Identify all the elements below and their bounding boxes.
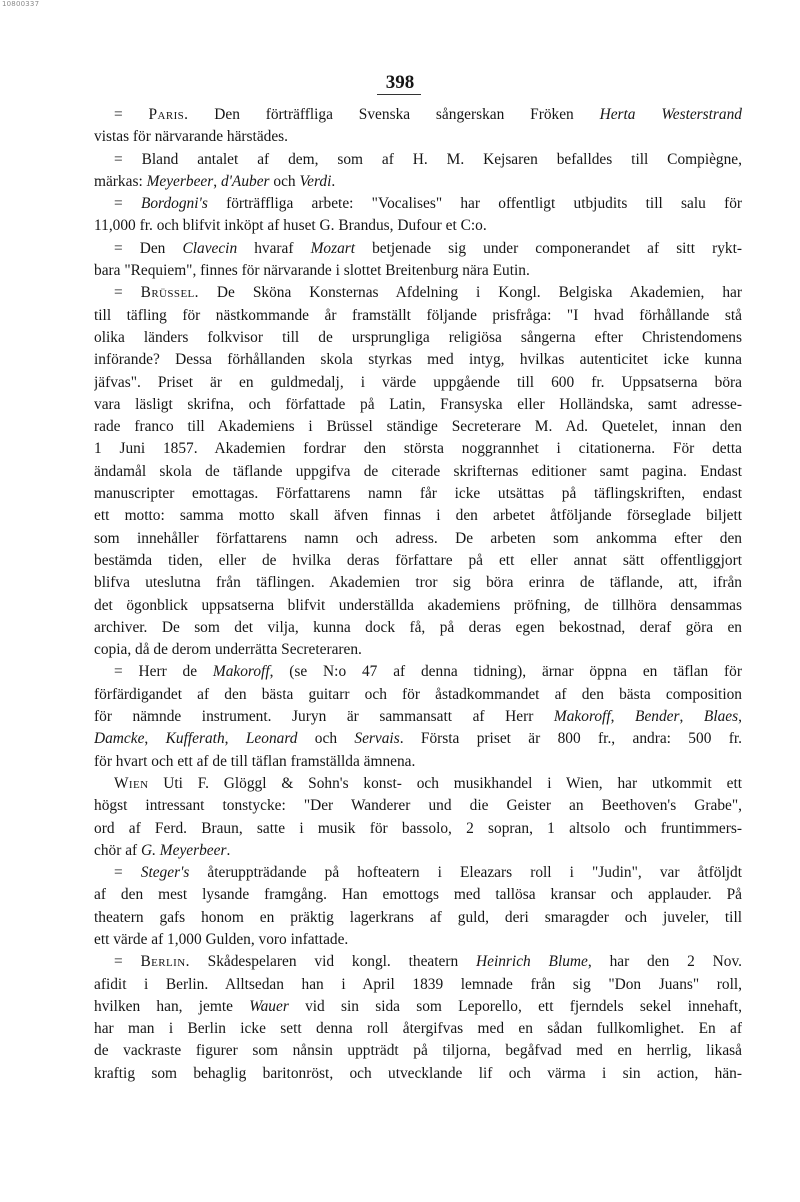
italic-name: Makoroff xyxy=(553,708,611,726)
italic-name: Kufferath xyxy=(165,730,225,748)
text-line xyxy=(94,728,742,750)
text-run: , xyxy=(144,730,166,748)
text-line xyxy=(94,305,742,327)
text-line xyxy=(94,260,742,282)
text-run: för nämnde instrument. Juryn är sammansatt af Herr xyxy=(94,708,554,726)
text-run: afidit i Berlin. Alltsedan han i April 1839 lemnade från sig "Don Juans" roll, xyxy=(94,975,742,993)
text-line xyxy=(94,1040,742,1062)
italic-name: Herta Westerstrand xyxy=(599,106,742,123)
text-run: blifva uteslutna från täflingen. Akademien tror sig böra erinra de täflande, att, ifrån xyxy=(94,574,742,592)
text-run: för hvart och ett af de till täflan framställda ämnena. xyxy=(94,752,416,770)
text-run: = Bland antalet af dem, som af H. M. Kejsaren befalldes till Compiègne, xyxy=(114,150,742,168)
italic-name: Verdi xyxy=(299,172,332,190)
text-line xyxy=(94,617,742,639)
text-run: 1 Juni 1857. Akademien fordrar den största noggrannhet i citationerna. För detta xyxy=(94,440,742,458)
text-run: införande? Dessa förhållanden skola styrkas med intyg, hvilkas autenticitet icke kunna xyxy=(94,351,742,369)
text-line xyxy=(94,951,742,973)
text-run: copia, då de derom underrätta Secreteraren. xyxy=(94,641,362,659)
text-run: ord af Ferd. Braun, satte i musik för bassolo, 2 sopran, 1 altsolo och fruntimmers- xyxy=(94,819,742,837)
text-run: . Första priset är 800 fr., andra: 500 fr. xyxy=(399,730,742,748)
text-line xyxy=(94,595,742,617)
italic-name: Meyerbeer xyxy=(146,172,214,190)
text-run: rade franco till Akademiens i Brüssel ständige Secreterare M. Ad. Quetelet, innan den xyxy=(94,418,742,436)
text-line xyxy=(94,684,742,706)
text-run: har man i Berlin icke sett denna roll återgifvas med en sådan fullkomlighet. En af xyxy=(94,1020,742,1038)
italic-name: Makoroff xyxy=(212,663,270,681)
text-line xyxy=(94,907,742,929)
text-line xyxy=(94,929,742,951)
text-line xyxy=(94,639,742,661)
text-run: Paris. xyxy=(148,106,189,123)
text-run: archiver. De som det vilja, kunna dock få, på deras egen bekostnad, deraf göra en xyxy=(94,618,742,636)
italic-name: d'Auber xyxy=(220,172,270,190)
text-line xyxy=(94,862,742,884)
text-line xyxy=(94,1063,742,1085)
italic-name: Damcke xyxy=(94,730,145,748)
text-line xyxy=(94,483,742,505)
text-run: . xyxy=(226,841,231,859)
text-line xyxy=(94,572,742,594)
text-run: som innehåller författarens namn och adress. De arbeten som ankomma efter den xyxy=(94,529,742,547)
text-run: ändamål skola de täflande uppgifva de citerade skrifternas editioner samt pagina. Endast xyxy=(94,462,742,480)
text-run: de vackraste figurer som nånsin uppträdt på tiljorna, begåfvad med en herrlig, likaså xyxy=(94,1042,742,1060)
text-line xyxy=(94,884,742,906)
italic-name: Servais xyxy=(354,730,400,748)
text-run: = xyxy=(114,284,141,302)
text-run: , (se N:o 47 af denna tidning), ärnar öppna en täflan för xyxy=(269,663,742,681)
text-line xyxy=(94,795,742,817)
text-line xyxy=(94,751,742,773)
text-run: hvaraf xyxy=(237,239,311,257)
text-line xyxy=(94,349,742,371)
text-run: märkas: xyxy=(94,172,147,190)
text-run: 11,000 fr. och blifvit inköpt af huset G. Brandus, Dufour et C:o. xyxy=(94,217,487,235)
text-line xyxy=(94,661,742,683)
text-run: Skådespelaren vid kongl. theatern xyxy=(189,953,477,971)
text-run: högst intressant tonstycke: "Der Wanderer und die Geister an Beethoven's Grabe", xyxy=(94,797,742,815)
text-run: återuppträdande på hofteatern i Eleazars roll i "Judin", var åtföljdt xyxy=(189,864,742,882)
italic-name: Clavecin xyxy=(182,239,238,257)
text-line xyxy=(94,996,742,1018)
text-run: det ögonblick uppsatserna blifvit underställda akademiens pröfning, de tillhöra densammas xyxy=(94,596,742,614)
text-run: Brüssel. xyxy=(140,284,199,302)
text-run: förträffliga arbete: "Vocalises" har offentligt utbjudits till salu för xyxy=(207,195,742,213)
text-run: , xyxy=(224,730,246,748)
italic-name: Bender xyxy=(635,708,680,726)
text-run: vistas för närvarande härstädes. xyxy=(94,128,289,146)
italic-name: Wauer xyxy=(249,997,289,1015)
text-line xyxy=(94,126,742,148)
text-line xyxy=(94,149,742,171)
italic-name: Leonard xyxy=(245,730,298,748)
text-run: Wien xyxy=(114,774,149,792)
page-number: 398 xyxy=(385,72,415,93)
text-run: och xyxy=(297,730,355,748)
text-line xyxy=(94,416,742,438)
text-line xyxy=(94,706,742,728)
text-run: theatern gafs honom en präktig lagerkrans af guld, deri smaragder och juveler, till xyxy=(94,908,742,926)
text-run: hvilken han, jemte xyxy=(94,997,250,1015)
text-line xyxy=(94,438,742,460)
italic-name: Steger's xyxy=(140,864,190,882)
text-run: = xyxy=(114,106,149,123)
text-run: ett motto: samma motto skall äfven finnas i den arbetet åtföljande förseglade biljett xyxy=(94,507,742,525)
text-run: . xyxy=(331,172,336,190)
text-line xyxy=(94,193,742,215)
text-run: De Sköna Konsternas Afdelning i Kongl. Belgiska Akademien, har xyxy=(198,284,742,302)
text-line xyxy=(94,372,742,394)
text-line xyxy=(94,238,742,260)
text-run: = xyxy=(114,953,141,971)
text-line xyxy=(94,1018,742,1040)
text-line xyxy=(94,461,742,483)
text-run: , xyxy=(738,708,742,726)
text-run: ett värde af 1,000 Gulden, voro infattade. xyxy=(94,930,349,948)
text-run: jäfvas". Priset är en guldmedalj, i värde uppgående till 600 fr. Uppsatserna böra xyxy=(94,373,742,391)
text-run: till täfling för nästkommande år framställt följande prisfråga: "I hvad förhållande stå xyxy=(94,306,742,324)
text-run: vara läsligt skrifna, och författade på Latin, Fransyska eller Holländska, samt adresse- xyxy=(94,395,742,413)
text-run: kraftig som behaglig baritonröst, och utvecklande lif och värma i sin action, hän- xyxy=(94,1064,742,1082)
text-run: = xyxy=(114,195,141,213)
italic-name: Bordogni's xyxy=(140,195,208,213)
text-run: = Den xyxy=(114,239,183,257)
text-line xyxy=(94,282,742,304)
text-line xyxy=(94,528,742,550)
text-run: af den mest lysande framgång. Han emottogs med tallösa kransar och applauder. På xyxy=(94,886,742,904)
text-run: , har den 2 Nov. xyxy=(587,953,742,971)
text-line xyxy=(94,394,742,416)
text-line xyxy=(94,550,742,572)
text-run: , xyxy=(213,172,221,190)
text-run: = xyxy=(114,864,141,882)
text-line xyxy=(94,327,742,349)
text-run: Uti F. Glöggl & Sohn's konst- och musikhandel i Wien, har utkommit ett xyxy=(148,774,742,792)
text-run: bestämda tiden, eller de hvilka deras författare på ett eller annat sätt offentliggjort xyxy=(94,551,742,569)
text-run: Berlin. xyxy=(140,953,190,971)
italic-name: Heinrich Blume xyxy=(476,953,588,971)
text-line xyxy=(94,773,742,795)
body-text xyxy=(94,104,742,1085)
text-run: , xyxy=(679,708,704,726)
text-run: förfärdigandet af den bästa guitarr och för åstadkommandet af den bästa composition xyxy=(94,685,742,703)
text-run: betjenade sig under componerandet af sitt rykt- xyxy=(355,239,742,257)
scan-id-label: 10800337 xyxy=(2,0,40,8)
text-run: = Herr de xyxy=(114,663,213,681)
text-line xyxy=(94,104,742,126)
text-line xyxy=(94,840,742,862)
text-run: , xyxy=(610,708,636,726)
text-run: vid sin sida som Leporello, ett fjerndels sekel innehaft, xyxy=(288,997,742,1015)
text-run: bara "Requiem", finnes för närvarande i slottet Breitenburg nära Eutin. xyxy=(94,262,530,280)
page-number-underline xyxy=(377,94,421,95)
text-line xyxy=(94,974,742,996)
text-line xyxy=(94,818,742,840)
text-run: olika länders folkvisor till de ursprungliga religiösa sångerna efter Christendomens xyxy=(94,328,742,346)
text-run: chör af xyxy=(94,841,141,859)
italic-name: G. Meyerbeer xyxy=(141,841,227,859)
text-line xyxy=(94,171,742,193)
text-run: och xyxy=(269,172,300,190)
italic-name: Mozart xyxy=(310,239,356,257)
text-run: Den förträffliga Svenska sångerskan Fröken xyxy=(188,106,600,123)
text-run: manuscripter emottagas. Författarens namn får icke utsättas på täflingskriften, endast xyxy=(94,485,742,503)
text-line xyxy=(94,505,742,527)
text-line xyxy=(94,215,742,237)
italic-name: Blaes xyxy=(703,708,739,726)
